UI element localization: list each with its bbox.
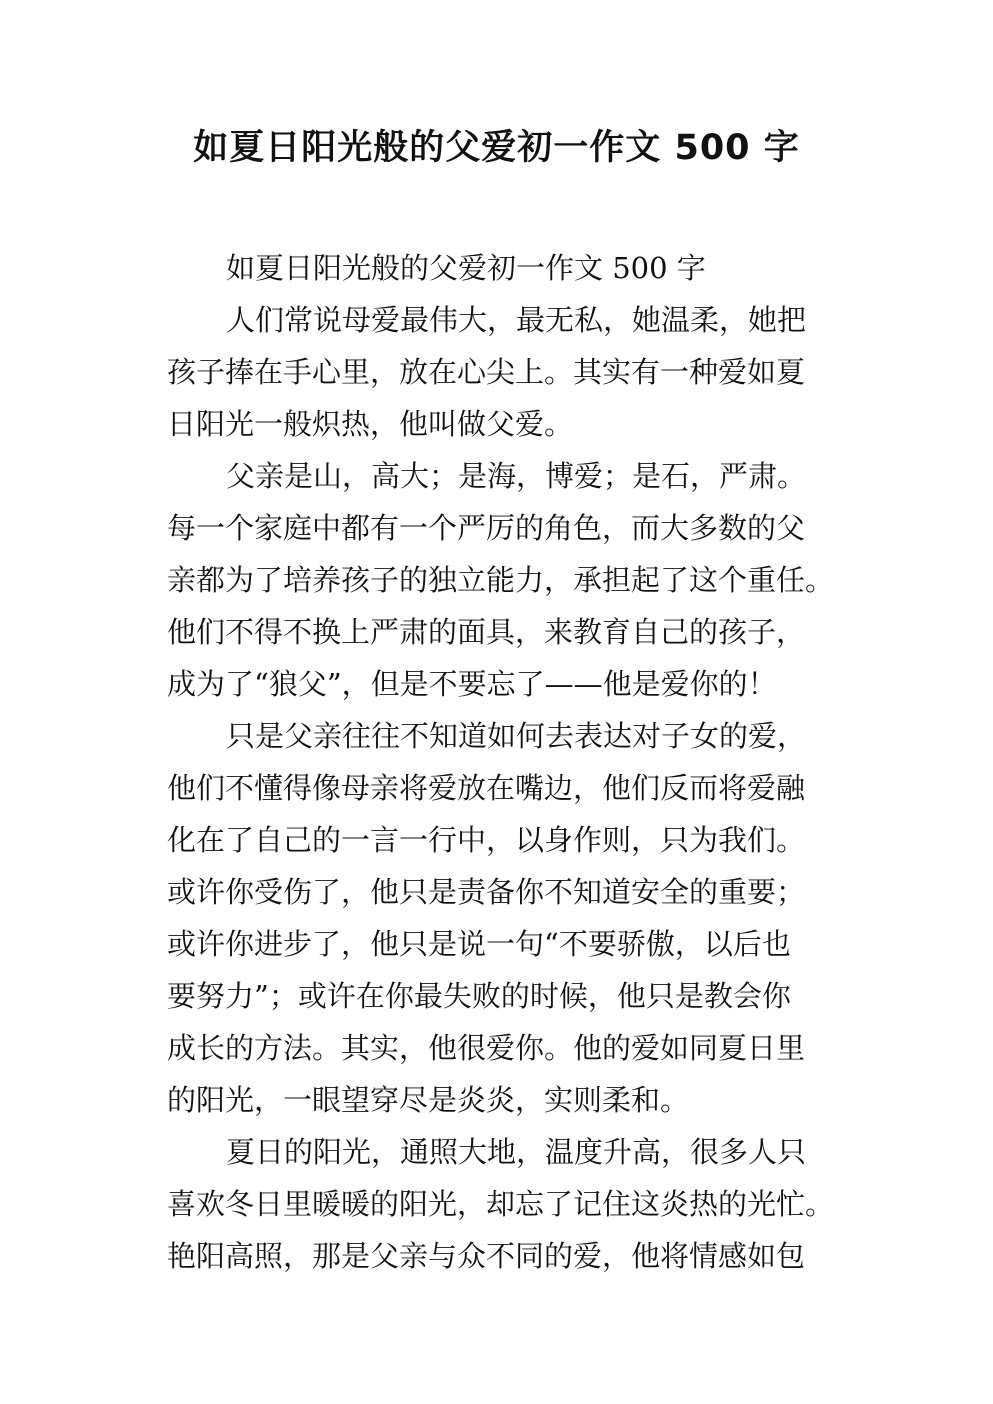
body-line: 艳阳高照，那是父亲与众不同的爱，他将情感如包 [167, 1239, 806, 1273]
body-line: 或许你受伤了，他只是责备你不知道安全的重要； [167, 875, 806, 909]
body-line: 孩子捧在手心里，放在心尖上。其实有一种爱如夏 [167, 355, 806, 389]
body-line: 只是父亲往往不知道如何去表达对子女的爱， [226, 719, 807, 753]
body-line: 化在了自己的一言一行中，以身作则，只为我们。 [167, 823, 806, 857]
document-title: 如夏日阳光般的父爱初一作文 500 字 [193, 128, 800, 168]
body-line: 要努力”；或许在你最失败的时候，他只是教会你 [167, 979, 791, 1013]
body-line: 成为了“狼父”，但是不要忘了——他是爱你的！ [167, 667, 777, 701]
body-line: 如夏日阳光般的父爱初一作文 500 字 [226, 251, 706, 285]
body-line: 他们不懂得像母亲将爱放在嘴边，他们反而将爱融 [167, 771, 806, 805]
body-line: 成长的方法。其实，他很爱你。他的爱如同夏日里 [167, 1031, 806, 1065]
body-line: 每一个家庭中都有一个严厉的角色，而大多数的父 [167, 511, 806, 545]
body-line: 人们常说母爱最伟大，最无私，她温柔，她把 [226, 303, 807, 337]
body-line: 或许你进步了，他只是说一句“不要骄傲，以后也 [167, 927, 791, 961]
body-line: 的阳光，一眼望穿尽是炎炎，实则柔和。 [167, 1083, 690, 1117]
body-line: 喜欢冬日里暖暖的阳光，却忘了记住这炎热的光忙。 [167, 1187, 835, 1221]
body-line: 他们不得不换上严肃的面具，来教育自己的孩子， [167, 615, 806, 649]
body-line: 夏日的阳光，通照大地，温度升高，很多人只 [226, 1135, 807, 1169]
body-line: 父亲是山，高大；是海，博爱；是石，严肃。 [226, 459, 807, 493]
body-line: 日阳光一般炽热，他叫做父爱。 [167, 407, 574, 441]
body-line: 亲都为了培养孩子的独立能力，承担起了这个重任。 [167, 563, 835, 597]
